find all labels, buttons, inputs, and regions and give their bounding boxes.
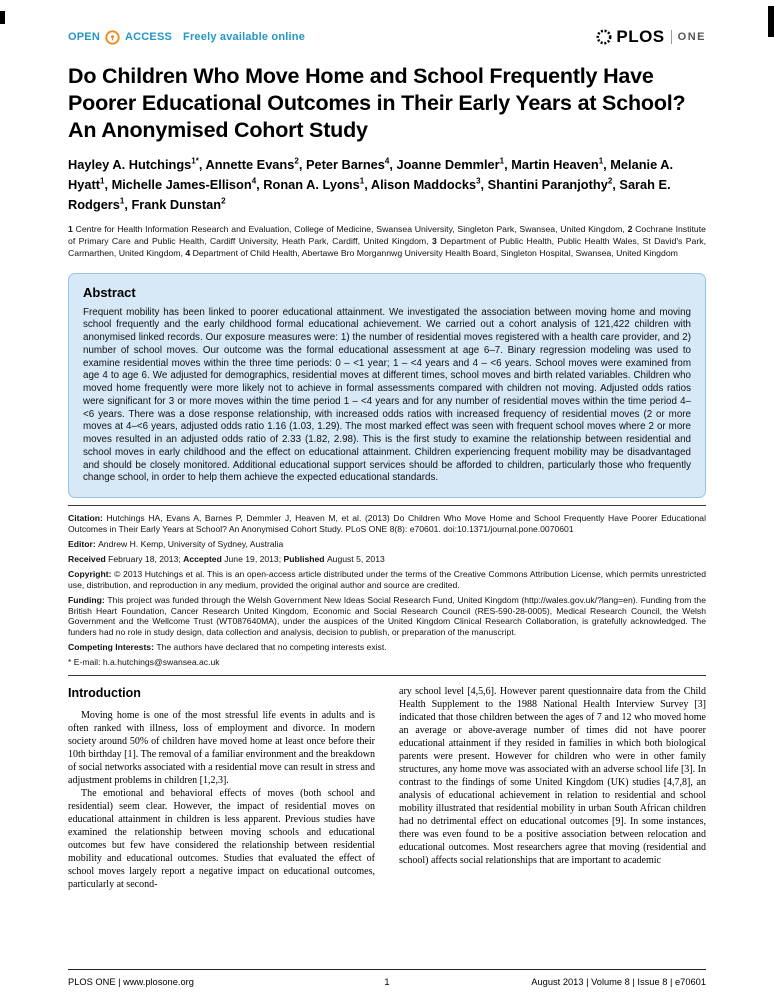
- body-paragraph: The emotional and behavioral effects of moves (both school and residential) seem clear. However, the impact of residential moves on educational attainment in children is less apparent. Previous studies have examined the relationship between moving schools and educational outcomes but few have considered the relationship between residential mobility and educational outcomes. Studies that evaluated the effect of school moves largely report a negative impact on educational outcomes, particularly at second-: [68, 788, 375, 891]
- author: Joanne Demmler$^1$: [396, 156, 505, 173]
- freely-available-label: Freely available online: [183, 31, 306, 43]
- open-access-lock-icon: [105, 30, 120, 45]
- affiliation-number: 1: [68, 223, 76, 234]
- meta-block: Received February 18, 2013; Accepted June 19, 2013; Published August 5, 2013: [68, 554, 385, 564]
- meta-block: Funding: This project was funded through the Welsh Government New Ideas Social Research Fund, United Kingdom (http://wales.gov.uk/?lang=en). Funding from the British Heart Foundation, Cancer Research United Kingdom, Economic and Social Research Council (RES-590-28-0005), Medical Research Council, the Welsh Government and the Wellcome Trust (WT087640MA), under the auspices of the United Kingdom Clinical Research Collaboration, is gratefully acknowledged. The funders had no role in study design, data collection and analysis, decision to publish, or preparation of the manuscript.: [68, 594, 706, 637]
- author-affiliation-sup: 3: [476, 176, 481, 186]
- intro-left-column: [68, 685, 375, 891]
- author-affiliation-sup: 1: [119, 196, 125, 206]
- author: Michelle James-Ellison$^4$: [111, 176, 257, 193]
- author: Melanie A. Hyatt$^1$: [68, 157, 674, 193]
- logo-divider: [671, 30, 672, 44]
- author-affiliation-sup: 4: [384, 156, 390, 166]
- plos-one-label: ONE: [677, 31, 706, 43]
- author: Hayley A. Hutchings$^{1*}$: [68, 156, 199, 173]
- author: Sarah E. Rodgers$^1$: [68, 177, 671, 212]
- separator-rule-top: [68, 505, 706, 506]
- access-label: ACCESS: [124, 31, 173, 43]
- abstract-text: Frequent mobility has been linked to poorer educational attainment. We investigated the association between moving home and moving school frequently and the early childhood formal educational achievement. We carried out a cohort analysis of 121,422 children with anonymised linked records. Our exposure measures were: 1) the number of residential moves registered with a health care provider, and 2) number of school moves. Our outcome was the formal educational assessment at age 6–7. Binary regression modeling was used to examine residential moves within the three time periods: 0 – <1 year; 1 – <4 years and 4 – <6 years. School moves were examined from age 4 to age 6. We adjusted for demographics, residential moves at different times, school moves and birth related variables. Children who moved home frequently were more likely not to achieve in formal assessments compared with children not moving. Adjusted odds ratios were significant for 3 or more moves within the time period 1 – <4 years and for any number of residential moves within the time period 4– <6 years. There was a dose response relationship, with increased odds ratios with increased frequency of residential moves (2 or more moves at 4–<6 years, adjusted odds ratio 1.16 (1.03, 1.29). The most marked effect was seen with frequent school moves where 2 or more moves resulted in an adjusted odds ratio of 2.33 (1.82, 2.98). This is the first study to examine the relationship between residential and school moves in early childhood and the effect on educational attainment. Children experiencing frequent mobility may be disadvantaged and should be closely monitored. Additional educational support services should be afforded to children, particularly those who frequently change school, in order to help them achieve the expected educational standards.: [83, 306, 691, 484]
- footer-issue-info: August 2013 | Volume 8 | Issue 8 | e70601: [531, 977, 707, 987]
- body-paragraph: Moving home is one of the most stressful life events in adults and is often ranked with illness, loss of employment and divorce. In modern society around 50% of children have moved home at least once before their 10th birthday [1]. The removal of a familiar environment and the breakdown of social networks associated with a residential move can result in stress and adjustment problems in children [1,2,3].: [68, 710, 375, 787]
- author-affiliation-sup: 2: [607, 176, 613, 186]
- body-columns: [68, 685, 706, 891]
- introduction-heading: Introduction: [68, 685, 141, 700]
- affiliation-number: 4: [185, 248, 193, 259]
- meta-block: Citation: Hutchings HA, Evans A, Barnes P, Demmler J, Heaven M, et al. (2013) Do Children Who Move Home and School Frequently Have Poorer Educational Outcomes in Their Early Years at School? An Anonymised Cohort Study. PLoS ONE 8(8): e70601. doi:10.1371/journal.pone.0070601: [68, 513, 706, 534]
- article-title: Do Children Who Move Home and School Frequently Have Poorer Educational Outcomes in Their Early Years at School? An Anonymised Cohort Study: [68, 64, 686, 143]
- plos-one-logo: [595, 27, 706, 47]
- author-affiliation-sup: 1: [359, 176, 365, 186]
- meta-block: Editor: Andrew H. Kemp, University of Sydney, Australia: [68, 538, 284, 549]
- author-affiliation-sup: 2: [294, 156, 299, 166]
- open-access-banner: [68, 30, 305, 45]
- author: Frank Dunstan$^2$: [131, 196, 226, 212]
- intro-left-paragraphs: [68, 709, 375, 891]
- scan-artifact-right: [768, 6, 774, 37]
- scan-artifact-left: [0, 11, 5, 24]
- author-affiliation-sup: 4: [251, 176, 257, 186]
- abstract-box: [68, 273, 706, 498]
- author-affiliation-sup: 1: [499, 156, 505, 166]
- affiliation-number: 2: [627, 223, 636, 234]
- separator-rule-bottom: [68, 675, 706, 676]
- author: Alison Maddocks$^3$: [370, 176, 481, 193]
- author-list: Hayley A. Hutchings$^{1*}$, Annette Evans$^2$, Peter Barnes$^4$, Joanne Demmler$^1$, Martin Heaven$^1$, Melanie A. Hyatt$^1$, Michelle James-Ellison$^4$, Ronan A. Lyons$^1$, Alison Maddocks$^3$, Shantini Paranjothy$^2$, Sarah E. Rodgers$^1$, Frank Dunstan$^2$: [68, 156, 674, 212]
- author: Shantini Paranjothy$^2$: [487, 176, 613, 193]
- page-footer: [68, 969, 706, 987]
- footer-journal: PLOS ONE | www.plosone.org: [68, 977, 194, 987]
- article-meta: [68, 513, 706, 668]
- author-affiliation-sup: 2: [221, 196, 226, 206]
- footer-page-number: 1: [384, 977, 390, 987]
- author: Ronan A. Lyons$^1$: [263, 176, 365, 193]
- author: Martin Heaven$^1$: [511, 156, 604, 173]
- plos-gear-icon: [595, 28, 613, 46]
- body-paragraph: ary school level [4,5,6]. However parent questionnaire data from the Child Health Supplement to the 1988 National Health Interview Survey [3] indicated that those children between the ages of 7 and 12 who moved home an average or above-average number of times did not have poorer educational attainment if they resided in families in which both biological parents were present. However for children who were in other family structures, any home move was associated with an adverse school life [3]. In contrast to the findings of some United Kingdom (UK) studies [4,7,8], an analysis of educational achievement in relation to residential and school mobility illustrated that residential mobility in urban South African children had no detrimental effect on educational outcomes [9]. In some instances, there was even found to be a positive association between relocation and educational outcomes. Most researchers agree that moving (residential and school) affects social relationships that are important to academic: [399, 685, 706, 866]
- author-affiliation-sup: 1*: [191, 156, 199, 166]
- author-affiliation-sup: 1: [100, 176, 105, 186]
- open-label: OPEN: [68, 31, 100, 43]
- affiliation-number: 3: [431, 236, 441, 247]
- masthead: [68, 26, 706, 48]
- affiliations: 1 Centre for Health Information Research and Evaluation, College of Medicine, Swansea University, Singleton Park, Swansea, United Kingdom, 2 Cochrane Institute of Primary Care and Public Health, Cardiff University, Heath Park, Cardiff, United Kingdom, 3 Department of Public Health, Public Health Wales, St David's Park, Carmarthen, United Kingdom, 4 Department of Child Health, Abertawe Bro Morgannwg University Health Board, Singleton Hospital, Swansea, United Kingdom: [68, 223, 706, 259]
- author-affiliation-sup: 1: [598, 156, 604, 166]
- meta-block: Competing Interests: The authors have declared that no competing interests exist.: [68, 642, 387, 653]
- meta-block: * E-mail: h.a.hutchings@swansea.ac.uk: [68, 657, 220, 668]
- intro-right-column: [399, 685, 706, 891]
- author: Peter Barnes$^4$: [305, 156, 390, 173]
- plos-wordmark: PLOS: [616, 27, 665, 46]
- author: Annette Evans$^2$: [205, 156, 299, 173]
- abstract-heading: Abstract: [83, 284, 136, 300]
- meta-block: Copyright: © 2013 Hutchings et al. This is an open-access article distributed under the terms of the Creative Commons Attribution License, which permits unrestricted use, distribution, and reproduction in any medium, provided the original author and source are credited.: [68, 569, 706, 590]
